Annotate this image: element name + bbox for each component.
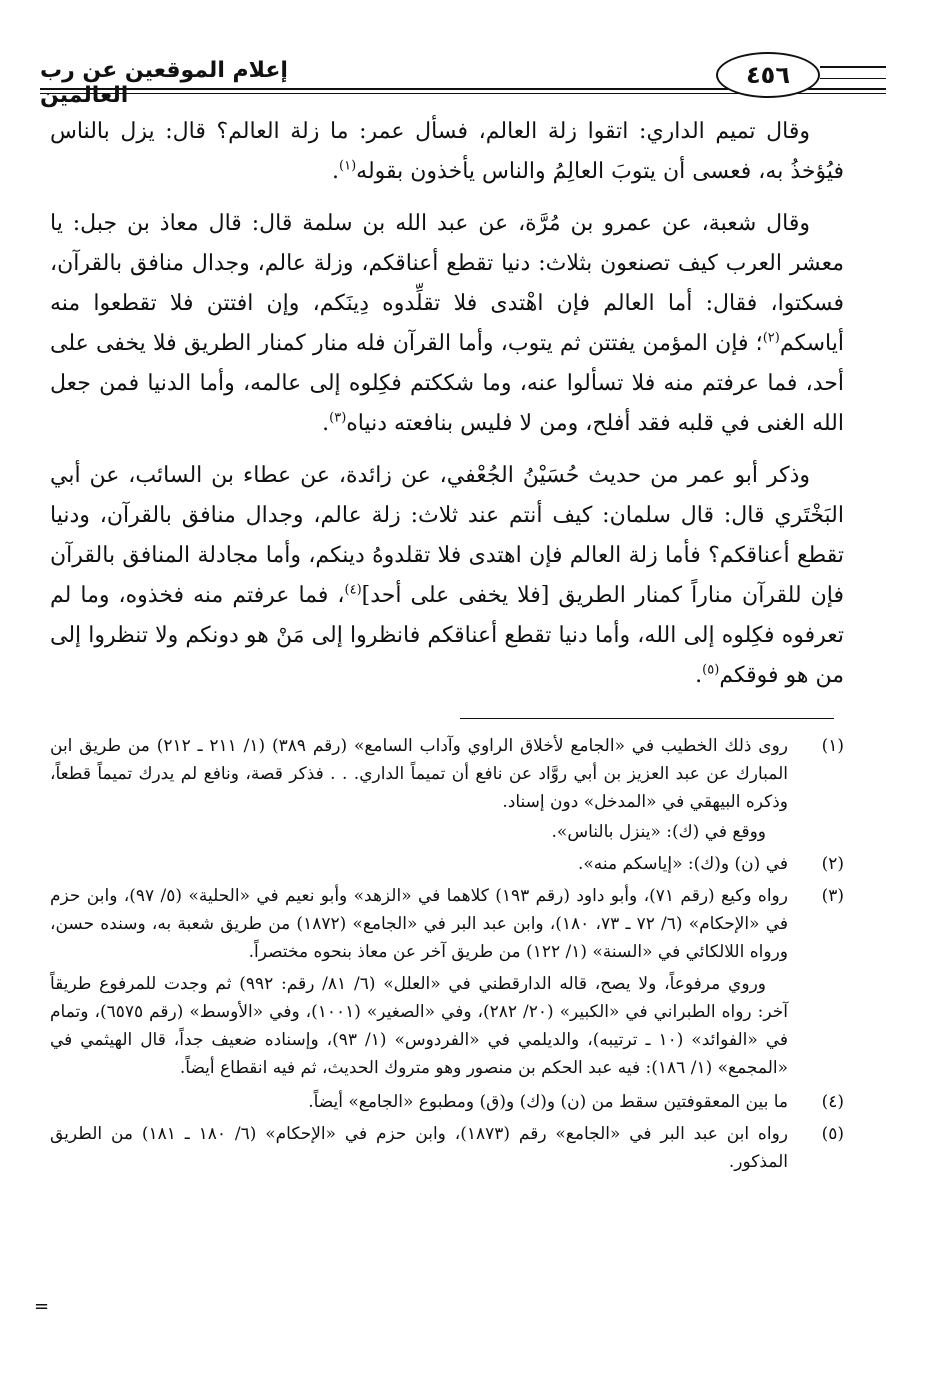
page-header: [40, 52, 886, 108]
paragraph-2-cont: ؛ فإن المؤمن يفتتن ثم يتوب، وأما القرآن فله منار كمنار الطريق فلا يخفى على أحد، فما عرفتم منه فلا تسألوا عنه، وما شككتم فكِلوه إلى عالمه، وأما الدنيا فمن جعل الله الغنى في قلبه فقد أفلح، ومن لا فليس بنافعته دنياه: [50, 331, 844, 436]
footnote-1: [50, 732, 844, 846]
footnote-3-continuation: وروي مرفوعاً، ولا يصح، قاله الدارقطني في «العلل» (٦/ ٨١/ رقم: ٩٩٢) ثم وجدت للمرفوع طريقاً آخر: رواه الطبراني في «الكبير» (٢٠/ ٢٨٢)، وفي «الصغير» (١٠٠١)، وفي «الأوسط» (رقم ٦٥٧٥)، وتمام في «الفوائد» (١٠ ـ ترتيبه)، والديلمي في «الفردوس» (١/ ٩٣)، وإسناده ضعيف جداً، قال الهيثمي في «المجمع» (١/ ١٨٦): فيه عبد الحكم بن منصور وهو متروك الحديث، ثم فيه انقطاع أيضاً.: [50, 974, 789, 1078]
footnote-number: (٢): [821, 854, 844, 874]
footnote-line: رواه ابن عبد البر في «الجامع» رقم (١٨٧٣)، وابن حزم في «الإحكام» (٦/ ١٨٠ ـ ١٨١) من الطريق المذكور.: [50, 1124, 788, 1172]
footnote-body: [50, 882, 788, 966]
paragraph-3-cont: ، فما عرفتم منه فخذوه، وما لم تعرفوه فكِلوه إلى الله، وأما دنيا تقطع أعناقكم فانظروا إلى مَنْ هو دونكم ولا تنظروا إلى من هو فوقكم: [50, 583, 844, 688]
footnote-line: ووقع في (ك): «ينزل بالناس».: [551, 822, 766, 842]
footnote-line: رواه وكيع (رقم ٧١)، وأبو داود (رقم ١٩٣) كلاهما في «الزهد» وأبو نعيم في «الحلية» (٥/ ٩٧)، وابن حزم في «الإحكام» (٦/ ٧٢ ـ ٧٣، ١٨٠)، وابن عبد البر في «الجامع» (١٨٧٢) من طريق شعبة به، وسنده حسن، ورواه اللالكائي في «السنة» (١/ ١٢٢) من طريق آخر عن معاذ بنحوه مختصراً.: [50, 886, 789, 962]
footnote-body: [50, 1120, 788, 1176]
footnotes: [50, 732, 844, 1180]
paragraph-2: [50, 204, 844, 444]
footnote-line: ما بين المعقوفتين سقط من (ن) و(ك) و(ق) ومطبوع «الجامع» أيضاً.: [308, 1092, 788, 1112]
header-ornament-lines: [820, 66, 886, 79]
footnote-4: [50, 1088, 844, 1116]
paragraph-3-text: وذكر أبو عمر من حديث حُسَيْنُ الجُعْفي، عن زائدة، عن عطاء بن السائب، عن أبي البَخْتَري قال: قال سلمان: كيف أنتم عند ثلاث: زلة عالم، وجدال منافق بالقرآن، ودنيا تقطع أعناقكم؟ فأما زلة العالم فإن اهتدى فلا تقلدوهُ دينكم، وأما مجادلة المنافق بالقرآن فإن للقرآن مناراً كمنار الطريق [فلا يخفى على أحد]: [50, 463, 844, 608]
footnote-number: (٤): [821, 1092, 844, 1112]
footnote-number: (١): [821, 736, 844, 756]
footnote-ref-1: (١): [339, 158, 357, 174]
footnote-5: [50, 1120, 844, 1176]
footnote-line: روى ذلك الخطيب في «الجامع لأخلاق الراوي وآداب السامع» (رقم ٣٨٩) (١/ ٢١١ ـ ٢١٢) من طريق ابن المبارك عن عبد العزيز بن أبي روَّاد عن نافع أن تميماً الداري. . . فذكر قصة، ونافع لم يدرك تميماً قطعاً، وذكره البيهقي في «المدخل» دون إسناد.: [50, 736, 789, 812]
page-number-frame: [716, 52, 820, 98]
footnote-ref-2: (٢): [762, 330, 780, 346]
paragraph-2-end: .: [322, 411, 330, 436]
footnote-ref-4: (٤): [344, 582, 362, 598]
footnote-3: [50, 882, 844, 966]
continuation-mark: =: [34, 1296, 50, 1317]
footnote-ref-5: (٥): [702, 662, 720, 678]
footnote-body: [50, 850, 788, 878]
footnote-ref-3: (٣): [329, 410, 347, 426]
running-book-title: إعلام الموقعين عن رب العالمين: [40, 58, 288, 108]
footnote-number: (٣): [821, 886, 844, 906]
paragraph-1-text: وقال تميم الداري: اتقوا زلة العالم، فسأل عمر: ما زلة العالم؟ قال: يزل بالناس فيُؤخذُ به، فعسى أن يتوبَ العالِمُ والناس يأخذون بقوله: [50, 119, 844, 184]
footnote-2: [50, 850, 844, 878]
footnote-body: [50, 1088, 788, 1116]
main-text: [50, 112, 844, 708]
paragraph-1-end: .: [332, 159, 340, 184]
paragraph-3: [50, 456, 844, 696]
footnote-number: (٥): [821, 1124, 844, 1144]
footnote-body: [50, 732, 788, 846]
paragraph-3-end: .: [695, 663, 703, 688]
footnote-separator: [460, 718, 834, 719]
paragraph-2-text: وقال شعبة، عن عمرو بن مُرَّة، عن عبد الله بن سلمة قال: قال معاذ بن جبل: يا معشر العرب كيف تصنعون بثلاث: دنيا تقطع أعناقكم، وزلة عالم، وجدال منافق بالقرآن، فسكتوا، فقال: أما العالم فإن اهْتدى فلا تقلِّدوه دِينَكم، وإن افتتن فلا تقطعوا منه أياسكم: [50, 211, 844, 356]
page-number: ٤٥٦: [746, 61, 790, 89]
paragraph-1: [50, 112, 844, 192]
footnote-line: في (ن) و(ك): «إياسكم منه».: [577, 854, 788, 874]
